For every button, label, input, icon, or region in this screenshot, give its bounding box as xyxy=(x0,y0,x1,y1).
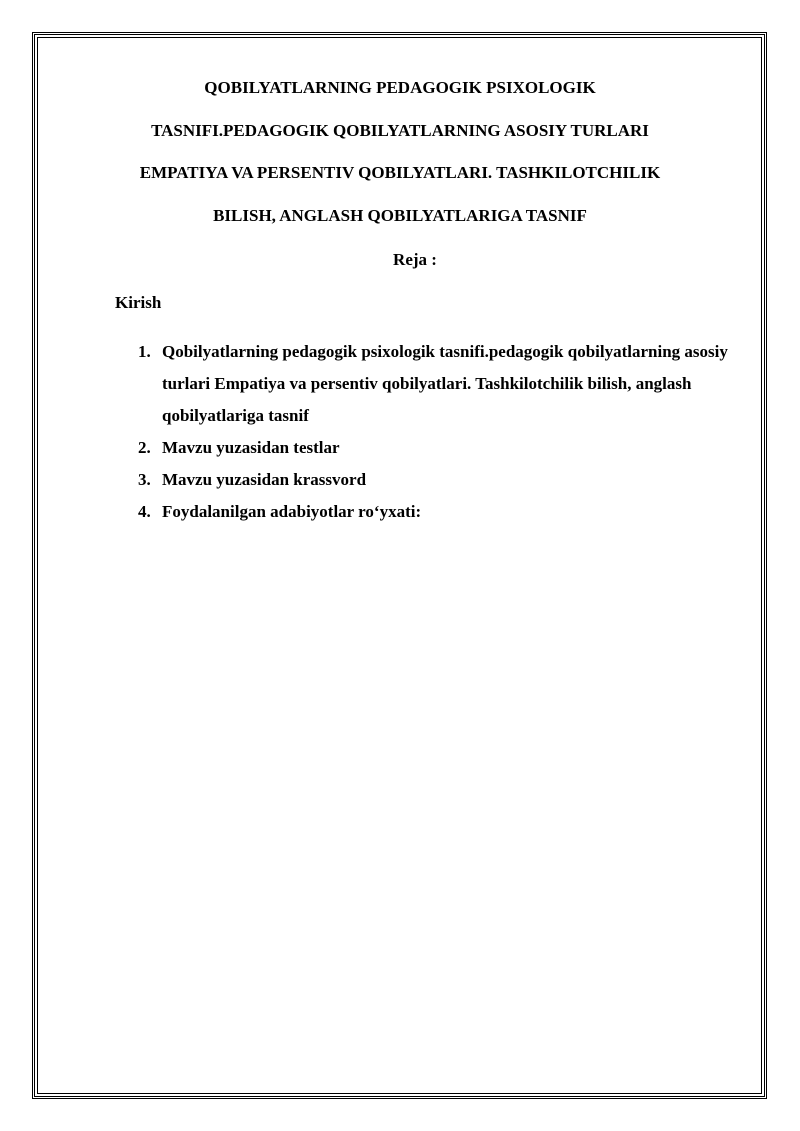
plan-item-2 xyxy=(138,432,748,464)
plan-item-3 xyxy=(138,464,748,496)
plan-item-number: 1. xyxy=(138,342,151,361)
title-line-2: TASNIFI.PEDAGOGIK QOBILYATLARNING ASOSIY TURLARI xyxy=(151,121,649,140)
plan-item-text: Mavzu yuzasidan krassvord xyxy=(162,470,367,489)
title-line-3: EMPATIYA VA PERSENTIV QOBILYATLARI. TASHKILOTCHILIK xyxy=(139,163,661,182)
plan-item-number: 4. xyxy=(138,502,151,521)
plan-item-text: Mavzu yuzasidan testlar xyxy=(162,438,340,457)
plan-item-number: 2. xyxy=(138,438,151,457)
plan-item-1 xyxy=(138,336,748,432)
intro-label: Kirish xyxy=(115,293,162,312)
title-line-4: BILISH, ANGLASH QOBILYATLARIGA TASNIF xyxy=(213,206,587,225)
plan-list xyxy=(138,336,748,528)
plan-item-text: Qobilyatlarning pedagogik psixologik tasnifi.pedagogik qobilyatlarning asosiy turlari Empatiya va persentiv qobilyatlari. Tashkilotchilik bilish, anglash qobilyatlariga tasnif xyxy=(162,342,728,425)
plan-item-text: Foydalanilgan adabiyotlar ro‘yxati: xyxy=(162,502,422,521)
page-border-inner xyxy=(37,37,762,1094)
plan-heading: Reja : xyxy=(393,250,437,269)
title-line-1: QOBILYATLARNING PEDAGOGIK PSIXOLOGIK xyxy=(204,78,596,97)
plan-item-number: 3. xyxy=(138,470,151,489)
plan-item-4 xyxy=(138,496,748,528)
page-border xyxy=(32,32,767,1099)
